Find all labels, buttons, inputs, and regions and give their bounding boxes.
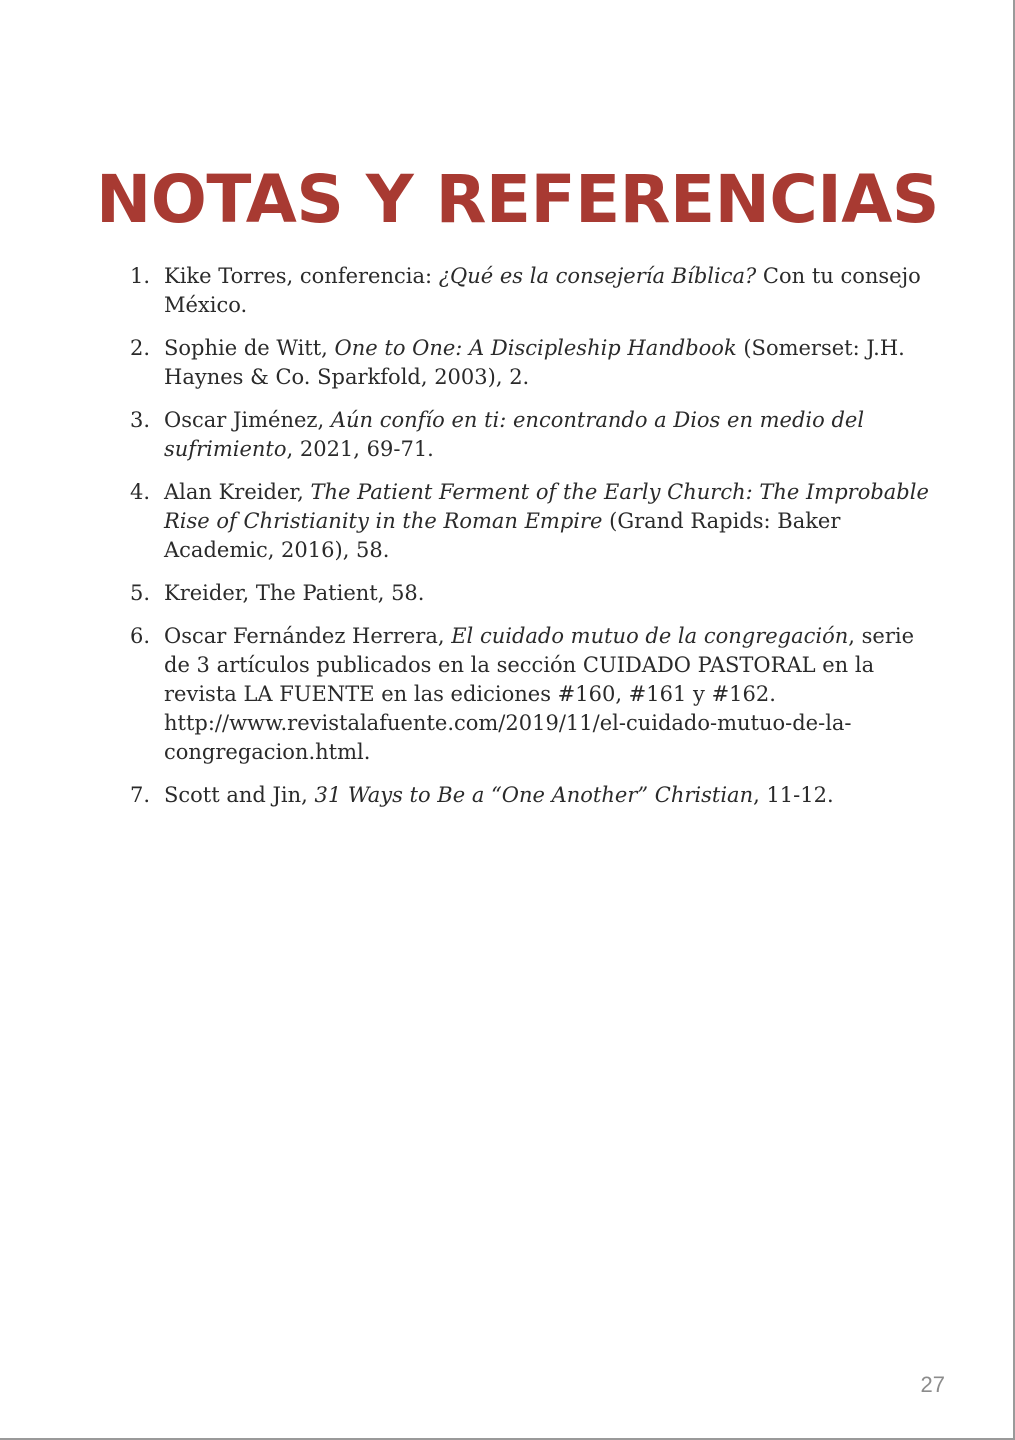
note-text-part: Oscar Jiménez, — [164, 408, 331, 432]
note-text-part: Kreider, The Patient, 58. — [164, 581, 425, 605]
note-text-part: Kike Torres, conferencia: — [164, 264, 439, 288]
note-item — [126, 622, 941, 767]
page-number: 27 — [920, 1372, 945, 1397]
note-item — [126, 781, 941, 810]
note-italic-title: 31 Ways to Be a “One Another” Christian — [314, 783, 754, 807]
note-text — [164, 781, 941, 810]
note-text — [164, 334, 941, 392]
note-number: 7. — [130, 783, 151, 807]
note-number: 3. — [130, 408, 151, 432]
note-item — [126, 579, 941, 608]
note-text-part: (Grand Rapids: Baker Academic, 2016), 58. — [164, 509, 841, 562]
note-italic-title: El cuidado mutuo de la congregación — [451, 624, 849, 648]
note-text-part: Oscar Fernández Herrera, — [164, 624, 452, 648]
note-number: 1. — [130, 264, 151, 288]
note-text — [164, 406, 941, 464]
note-number: 6. — [130, 624, 151, 648]
note-item — [126, 262, 941, 320]
note-text — [164, 579, 941, 608]
notes-list — [126, 262, 941, 824]
note-italic-title: ¿Qué es la consejería Bíblica? — [438, 264, 757, 288]
note-text — [164, 262, 941, 320]
note-text-part: , 2021, 69-71. — [286, 437, 434, 461]
note-text-part: (Somerset: J.H. Haynes & Co. Sparkfold, 2003), 2. — [164, 336, 905, 389]
note-item — [126, 334, 941, 392]
note-text-part: , serie de 3 artículos publicados en la sección CUIDADO PASTORAL en la revista LA FUENTE en las ediciones #160, #161 y #162. http://www.revistalafuente.com/2019/11/el-cuidado-mutuo-de-la-congregacion.html. — [164, 624, 915, 764]
note-number: 4. — [130, 480, 151, 504]
note-italic-title: Aún confío en ti: encontrando a Dios en medio del sufrimiento — [164, 408, 865, 461]
note-item — [126, 478, 941, 565]
note-text-part: , 11-12. — [753, 783, 834, 807]
note-italic-title: One to One: A Discipleship Handbook — [334, 336, 737, 360]
note-text-part: Alan Kreider, — [164, 480, 311, 504]
note-number: 5. — [130, 581, 151, 605]
note-text — [164, 622, 941, 767]
note-text-part: Sophie de Witt, — [164, 336, 335, 360]
note-text-part: Scott and Jin, — [164, 783, 315, 807]
note-text — [164, 478, 941, 565]
note-number: 2. — [130, 336, 151, 360]
note-item — [126, 406, 941, 464]
note-text-part: Con tu consejo México. — [164, 264, 921, 317]
note-italic-title: The Patient Ferment of the Early Church: The Improbable Rise of Christianity in the Roman Empire — [164, 480, 929, 533]
page-title: NOTAS Y REFERENCIAS — [96, 161, 939, 238]
